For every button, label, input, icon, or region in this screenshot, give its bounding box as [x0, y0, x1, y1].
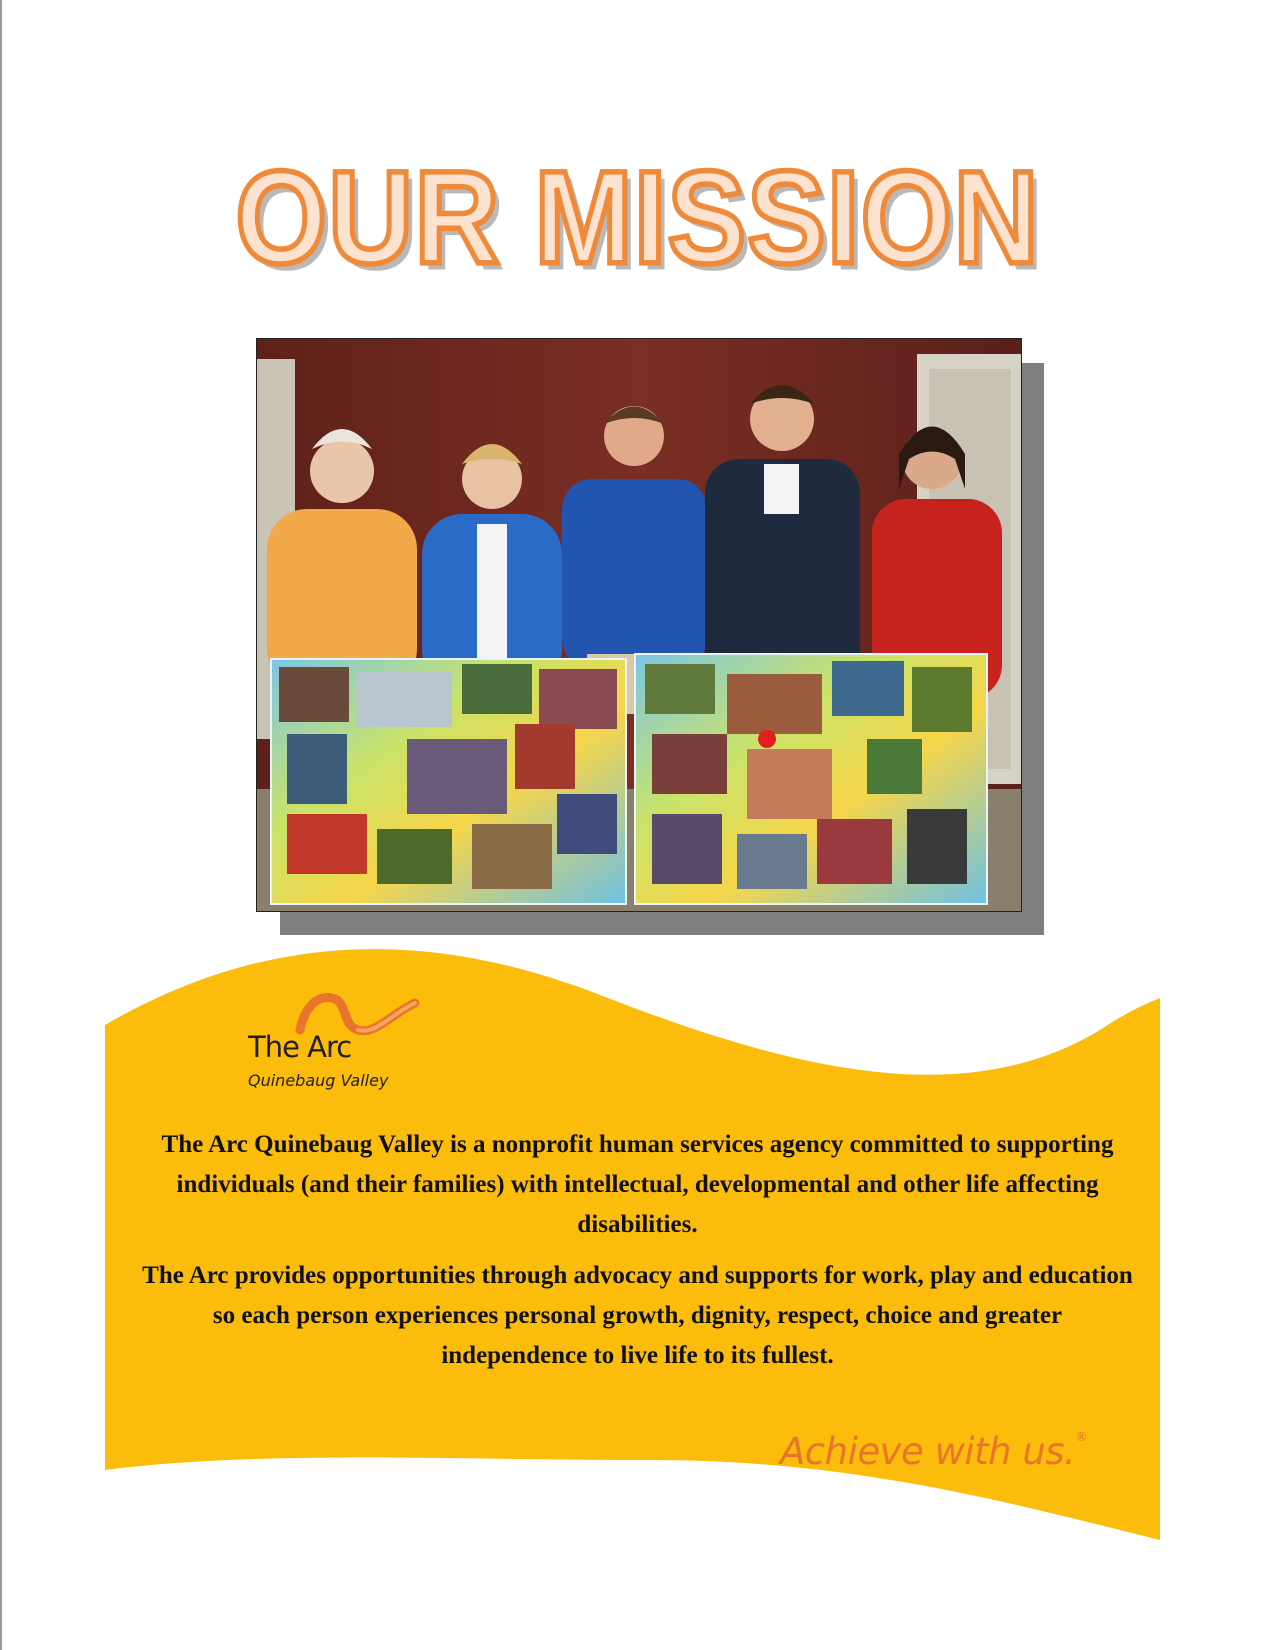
group-photo-image — [257, 339, 1021, 911]
tagline — [780, 1430, 1087, 1473]
tagline-text: Achieve with us. — [780, 1430, 1076, 1473]
logo-name: The Arc — [248, 1030, 352, 1064]
mission-paragraph-1: The Arc Quinebaug Valley is a nonprofit human services agency committed to supporting individuals (and their families) with intellectual, developmental and other life affecting disabilities. — [161, 1131, 1114, 1238]
group-photo — [256, 338, 1022, 912]
page-title: OUR MISSION — [235, 144, 1040, 292]
logo-subtitle: Quinebaug Valley — [248, 1071, 389, 1090]
mission-statement — [140, 1125, 1135, 1387]
mission-paragraph-2: The Arc provides opportunities through advocacy and supports for work, play and education so each person experiences personal growth, dignity, respect, choice and greater independence to live life to its fullest. — [142, 1262, 1133, 1369]
registered-mark-icon: ® — [1075, 1430, 1087, 1444]
